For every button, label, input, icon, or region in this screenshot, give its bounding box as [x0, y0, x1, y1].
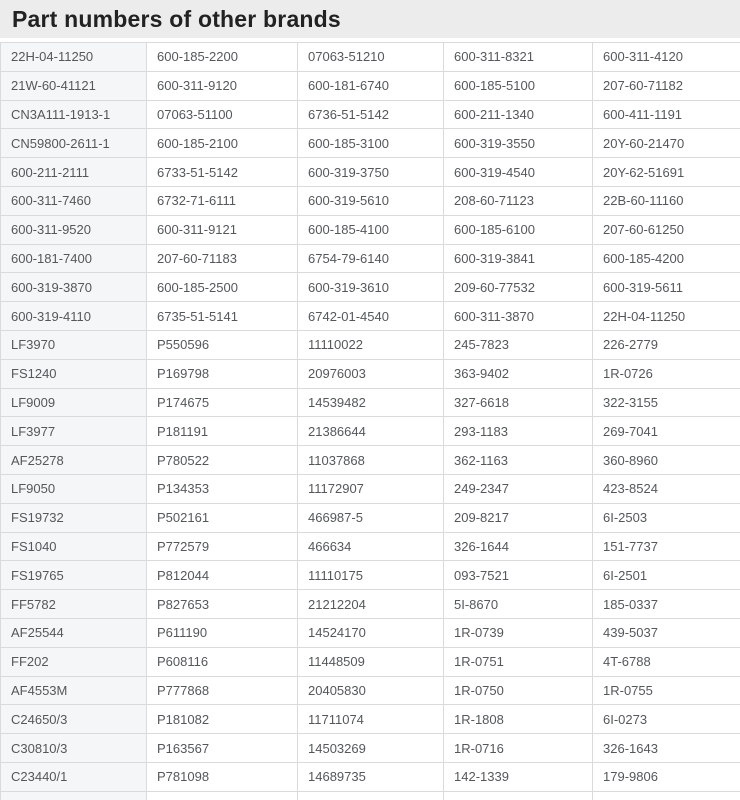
- table-row: [1, 273, 740, 302]
- part-number-cell: 360-8960: [593, 446, 740, 475]
- part-number-cell: 11711074: [298, 705, 444, 734]
- part-number-cell: 14689735: [298, 762, 444, 791]
- table-row: [1, 43, 740, 72]
- part-number-cell: 439-5037: [593, 618, 740, 647]
- part-number-cell: 207-60-71183: [147, 244, 298, 273]
- part-number-cell: 5I-8670: [444, 590, 593, 619]
- part-number-cell: FS19732: [1, 503, 147, 532]
- table-row: [1, 532, 740, 561]
- part-number-cell: P181082: [147, 705, 298, 734]
- table-row: [1, 71, 740, 100]
- part-number-cell: 21386644: [298, 417, 444, 446]
- table-row: [1, 446, 740, 475]
- part-number-cell: [444, 791, 593, 800]
- part-number-cell: 322-3155: [593, 388, 740, 417]
- table-row: [1, 330, 740, 359]
- part-number-cell: FF5782: [1, 590, 147, 619]
- part-number-cell: LF9009: [1, 388, 147, 417]
- part-number-cell: 600-319-5611: [593, 273, 740, 302]
- part-number-cell: 1R-0750: [444, 676, 593, 705]
- part-number-cell: 208-60-71123: [444, 186, 593, 215]
- part-number-cell: 600-185-4200: [593, 244, 740, 273]
- table-row: [1, 388, 740, 417]
- part-number-cell: 11110022: [298, 330, 444, 359]
- part-number-cell: 600-211-1340: [444, 100, 593, 129]
- part-number-cell: 600-311-4120: [593, 43, 740, 72]
- part-number-cell: 6I-2501: [593, 561, 740, 590]
- part-number-cell: 362-1163: [444, 446, 593, 475]
- part-number-cell: P608116: [147, 647, 298, 676]
- part-number-cell: 600-311-3870: [444, 302, 593, 331]
- part-number-cell: P827653: [147, 590, 298, 619]
- part-number-cell: P611190: [147, 618, 298, 647]
- part-number-cell: 1R-0751: [444, 647, 593, 676]
- part-number-cell: P550596: [147, 330, 298, 359]
- table-body: [1, 43, 740, 800]
- table-row: [1, 618, 740, 647]
- part-number-cell: LF3970: [1, 330, 147, 359]
- part-number-cell: 466634: [298, 532, 444, 561]
- part-number-cell: 1R-0739: [444, 618, 593, 647]
- part-number-cell: C24650/3: [1, 705, 147, 734]
- part-number-cell: 6742-01-4540: [298, 302, 444, 331]
- part-number-cell: CN3A111-1913-1: [1, 100, 147, 129]
- table-row: [1, 561, 740, 590]
- part-number-cell: 600-311-9520: [1, 215, 147, 244]
- part-number-cell: 6I-0273: [593, 705, 740, 734]
- part-number-cell: 249-2347: [444, 474, 593, 503]
- table-row: [1, 129, 740, 158]
- table-row: [1, 158, 740, 187]
- part-number-cell: 600-181-6740: [298, 71, 444, 100]
- part-number-cell: 226-2779: [593, 330, 740, 359]
- part-number-cell: 21212204: [298, 590, 444, 619]
- part-number-cell: [1, 791, 147, 800]
- part-number-cell: 11172907: [298, 474, 444, 503]
- part-number-cell: 600-319-3750: [298, 158, 444, 187]
- part-number-cell: 11037868: [298, 446, 444, 475]
- part-number-cell: 093-7521: [444, 561, 593, 590]
- part-number-cell: 207-60-61250: [593, 215, 740, 244]
- part-number-cell: 326-1643: [593, 734, 740, 763]
- part-number-cell: 600-185-3100: [298, 129, 444, 158]
- part-number-cell: P169798: [147, 359, 298, 388]
- part-number-cell: 20Y-62-51691: [593, 158, 740, 187]
- part-number-cell: 600-319-5610: [298, 186, 444, 215]
- part-number-cell: 209-60-77532: [444, 273, 593, 302]
- part-number-cell: C30810/3: [1, 734, 147, 763]
- part-number-cell: 22H-04-11250: [593, 302, 740, 331]
- part-number-cell: FF202: [1, 647, 147, 676]
- part-numbers-table: [0, 42, 740, 800]
- part-number-cell: AF25544: [1, 618, 147, 647]
- part-number-cell: 14503269: [298, 734, 444, 763]
- part-number-cell: P812044: [147, 561, 298, 590]
- part-number-cell: 327-6618: [444, 388, 593, 417]
- table-row: [1, 302, 740, 331]
- part-number-cell: P777868: [147, 676, 298, 705]
- part-number-cell: 600-319-4110: [1, 302, 147, 331]
- part-number-cell: 6733-51-5142: [147, 158, 298, 187]
- part-number-cell: P134353: [147, 474, 298, 503]
- part-number-cell: 4T-6788: [593, 647, 740, 676]
- part-number-cell: 14524170: [298, 618, 444, 647]
- part-number-cell: LF9050: [1, 474, 147, 503]
- part-number-cell: 185-0337: [593, 590, 740, 619]
- part-number-cell: 600-185-2200: [147, 43, 298, 72]
- table-row: [1, 100, 740, 129]
- part-number-cell: 600-319-4540: [444, 158, 593, 187]
- page-title: Part numbers of other brands: [12, 5, 341, 32]
- part-number-cell: 466987-5: [298, 503, 444, 532]
- part-number-cell: P181191: [147, 417, 298, 446]
- part-number-cell: 600-185-2500: [147, 273, 298, 302]
- part-number-cell: AF4553M: [1, 676, 147, 705]
- part-number-cell: 1R-0755: [593, 676, 740, 705]
- part-number-cell: 269-7041: [593, 417, 740, 446]
- part-number-cell: 151-7737: [593, 532, 740, 561]
- part-number-cell: 6736-51-5142: [298, 100, 444, 129]
- table-row: [1, 791, 740, 800]
- part-number-cell: 600-185-2100: [147, 129, 298, 158]
- part-number-cell: 1R-0726: [593, 359, 740, 388]
- part-number-cell: 207-60-71182: [593, 71, 740, 100]
- part-number-cell: 142-1339: [444, 762, 593, 791]
- part-number-cell: 600-185-4100: [298, 215, 444, 244]
- part-number-cell: 600-311-9121: [147, 215, 298, 244]
- part-number-cell: 600-319-3550: [444, 129, 593, 158]
- part-number-cell: P502161: [147, 503, 298, 532]
- part-number-cell: 423-8524: [593, 474, 740, 503]
- part-number-cell: 22B-60-11160: [593, 186, 740, 215]
- part-number-cell: P781098: [147, 762, 298, 791]
- part-number-cell: 1R-0716: [444, 734, 593, 763]
- table-row: [1, 474, 740, 503]
- part-number-cell: 11448509: [298, 647, 444, 676]
- table-row: [1, 417, 740, 446]
- part-number-cell: 600-185-6100: [444, 215, 593, 244]
- table-row: [1, 705, 740, 734]
- part-number-cell: 600-319-3610: [298, 273, 444, 302]
- page-header: [0, 0, 740, 38]
- part-number-cell: 600-311-7460: [1, 186, 147, 215]
- table-row: [1, 676, 740, 705]
- part-number-cell: 6735-51-5141: [147, 302, 298, 331]
- table-row: [1, 734, 740, 763]
- part-number-cell: 07063-51210: [298, 43, 444, 72]
- part-number-cell: AF25278: [1, 446, 147, 475]
- part-number-cell: 21W-60-41121: [1, 71, 147, 100]
- part-number-cell: 07063-51100: [147, 100, 298, 129]
- part-number-cell: 600-311-9120: [147, 71, 298, 100]
- part-number-cell: 6I-2503: [593, 503, 740, 532]
- part-number-cell: 6754-79-6140: [298, 244, 444, 273]
- part-number-cell: 20405830: [298, 676, 444, 705]
- part-number-cell: 20976003: [298, 359, 444, 388]
- part-number-cell: 600-411-1191: [593, 100, 740, 129]
- part-number-cell: 6732-71-6111: [147, 186, 298, 215]
- part-number-cell: [593, 791, 740, 800]
- part-number-cell: CN59800-2611-1: [1, 129, 147, 158]
- part-number-cell: 600-211-2111: [1, 158, 147, 187]
- table-row: [1, 244, 740, 273]
- part-number-cell: 363-9402: [444, 359, 593, 388]
- part-number-cell: P163567: [147, 734, 298, 763]
- part-number-cell: 1R-1808: [444, 705, 593, 734]
- part-number-cell: 600-319-3870: [1, 273, 147, 302]
- part-number-cell: 600-185-5100: [444, 71, 593, 100]
- part-number-cell: 600-319-3841: [444, 244, 593, 273]
- part-number-cell: FS19765: [1, 561, 147, 590]
- part-number-cell: [298, 791, 444, 800]
- table-row: [1, 186, 740, 215]
- part-number-cell: 11110175: [298, 561, 444, 590]
- part-number-cell: 600-311-8321: [444, 43, 593, 72]
- table-row: [1, 762, 740, 791]
- part-number-cell: FS1240: [1, 359, 147, 388]
- table-row: [1, 503, 740, 532]
- part-number-cell: C23440/1: [1, 762, 147, 791]
- table-row: [1, 590, 740, 619]
- table-row: [1, 359, 740, 388]
- part-number-cell: 22H-04-11250: [1, 43, 147, 72]
- part-number-cell: FS1040: [1, 532, 147, 561]
- part-number-cell: LF3977: [1, 417, 147, 446]
- part-number-cell: 209-8217: [444, 503, 593, 532]
- part-number-cell: 293-1183: [444, 417, 593, 446]
- table-row: [1, 647, 740, 676]
- part-number-cell: 179-9806: [593, 762, 740, 791]
- part-number-cell: 20Y-60-21470: [593, 129, 740, 158]
- part-number-cell: P772579: [147, 532, 298, 561]
- part-number-cell: 245-7823: [444, 330, 593, 359]
- part-number-cell: 326-1644: [444, 532, 593, 561]
- part-number-cell: P174675: [147, 388, 298, 417]
- table-row: [1, 215, 740, 244]
- part-number-cell: 600-181-7400: [1, 244, 147, 273]
- part-number-cell: P780522: [147, 446, 298, 475]
- part-number-cell: 14539482: [298, 388, 444, 417]
- part-number-cell: [147, 791, 298, 800]
